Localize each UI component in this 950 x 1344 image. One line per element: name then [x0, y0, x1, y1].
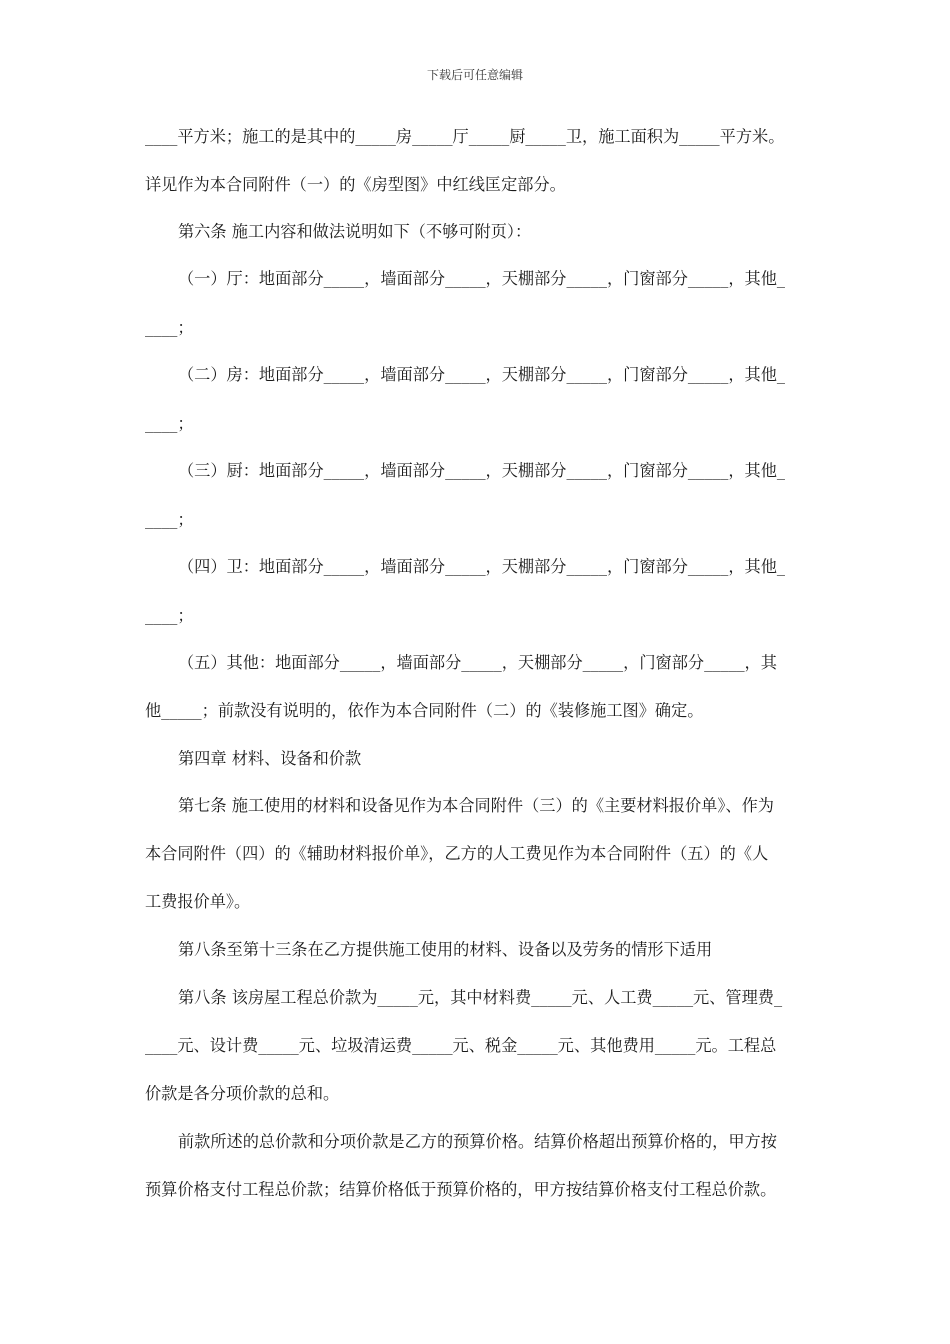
- chapter-heading: 第四章 材料、设备和价款: [178, 749, 362, 768]
- text-line: （二）房：地面部分_____，墙面部分_____，天棚部分_____，门窗部分_____，其他_: [178, 365, 786, 384]
- text-line: ____；: [145, 414, 194, 433]
- article-heading: 第六条 施工内容和做法说明如下（不够可附页）：: [178, 222, 532, 241]
- text-line: 前款所述的总价款和分项价款是乙方的预算价格。结算价格超出预算价格的，甲方按: [178, 1132, 777, 1151]
- text-line: ____平方米；施工的是其中的_____房_____厅_____厨_____卫，施工面积为_____平方米。: [145, 127, 785, 146]
- text-line: （一）厅：地面部分_____，墙面部分_____，天棚部分_____，门窗部分_____，其他_: [178, 269, 786, 288]
- text-line: 价款是各分项价款的总和。: [145, 1084, 340, 1103]
- text-line: （四）卫：地面部分_____，墙面部分_____，天棚部分_____，门窗部分_____，其他_: [178, 557, 786, 576]
- text-line: 本合同附件（四）的《辅助材料报价单》，乙方的人工费见作为本合同附件（五）的《人: [145, 844, 769, 863]
- text-line: 预算价格支付工程总价款；结算价格低于预算价格的，甲方按结算价格支付工程总价款。: [145, 1180, 777, 1199]
- text-line: 第八条至第十三条在乙方提供施工使用的材料、设备以及劳务的情形下适用: [178, 940, 713, 959]
- text-line: 详见作为本合同附件（一）的《房型图》中红线匡定部分。: [145, 175, 566, 194]
- text-line: ____；: [145, 606, 194, 625]
- text-line: ____元、设计费_____元、垃圾清运费_____元、税金_____元、其他费用_____元。工程总: [145, 1036, 777, 1055]
- page-header: 下载后可任意编辑: [426, 68, 523, 82]
- text-line: ____；: [145, 318, 194, 337]
- text-line: （五）其他：地面部分_____，墙面部分_____，天棚部分_____，门窗部分_____，其: [178, 653, 777, 672]
- text-line: 第七条 施工使用的材料和设备见作为本合同附件（三）的《主要材料报价单》、作为: [178, 796, 774, 815]
- text-line: 工费报价单》。: [145, 892, 251, 911]
- text-line: 第八条 该房屋工程总价款为_____元，其中材料费_____元、人工费_____元、管理费_: [178, 988, 783, 1007]
- text-line: （三）厨：地面部分_____，墙面部分_____，天棚部分_____，门窗部分_____，其他_: [178, 461, 786, 480]
- text-line: ____；: [145, 510, 194, 529]
- text-line: 他_____；前款没有说明的，依作为本合同附件（二）的《装修施工图》确定。: [145, 701, 704, 720]
